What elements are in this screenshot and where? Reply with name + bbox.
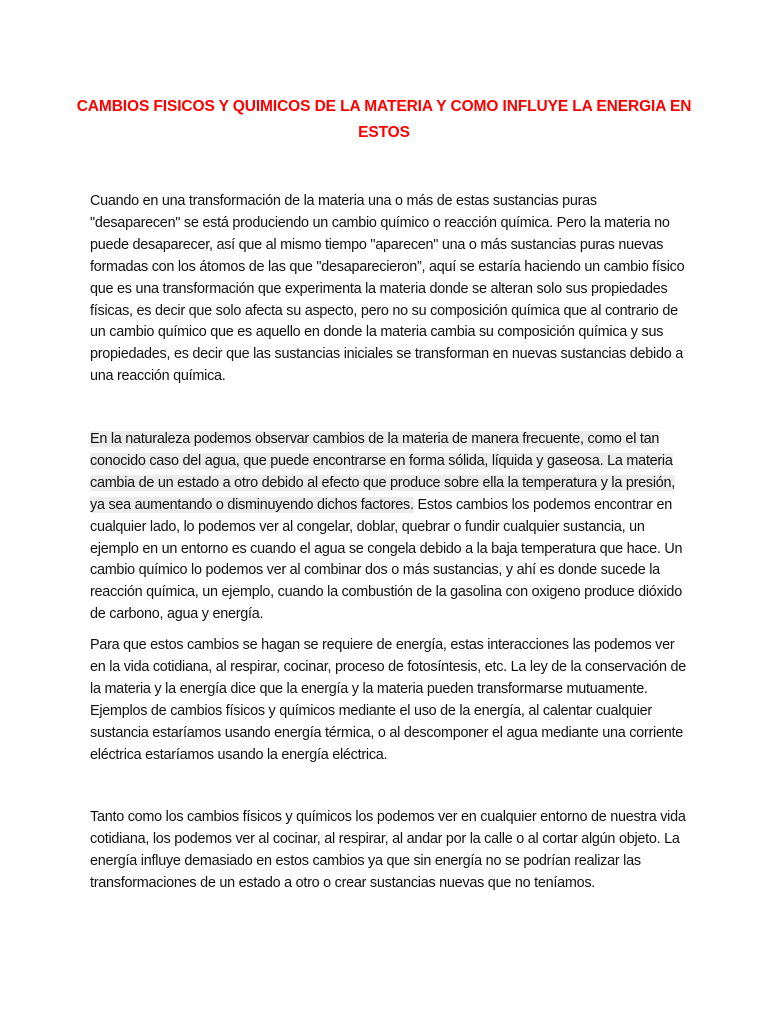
paragraph-4 (90, 807, 688, 895)
document-title: CAMBIOS FISICOS Y QUIMICOS DE LA MATERIA Y COMO INFLUYE LA ENERGIA EN ESTOS (76, 98, 692, 141)
paragraph-3-text: Para que estos cambios se hagan se requiere de energía, estas interacciones las podemos ver en la vida cotidiana, al respirar, cocinar, proceso de fotosíntesis, etc. La ley de la conservación de la materia y la energía dice que la energía y la materia pueden transformarse mutuamente. Ejemplos de cambios físicos y químicos mediante el uso de la energía, al calentar cualquier sustancia estaríamos usando energía térmica, o al descomponer el agua mediante una corriente eléctrica estaríamos usando la energía eléctrica. (90, 637, 687, 763)
highlighted-text: En la naturaleza podemos observar cambios de la materia de manera frecuente, como el tan conocido caso del agua, que puede encontrarse en forma sólida, líquida y gaseosa. La materia cambia de un estado a otro debido al efecto que produce sobre ella la temperatura y la presión, ya sea aumentando o disminuyendo dichos factores. (90, 431, 676, 513)
paragraph-1 (90, 191, 688, 388)
paragraph-3 (90, 635, 688, 766)
paragraph-1-text: Cuando en una transformación de la materia una o más de estas sustancias puras "desaparecen" se está produciendo un cambio químico o reacción química. Pero la materia no puede desaparecer, así que al mismo tiempo "aparecen" una o más sustancias puras nuevas formadas con los átomos de las que "desaparecieron”, aquí se estaría haciendo un cambio físico que es una transformación que experimenta la materia donde se alteran solo sus propiedades físicas, es decir que solo afecta su aspecto, pero no su composición química que al contrario de un cambio químico que es aquello en donde la materia cambia su composición química y sus propiedades, es decir que las sustancias iniciales se transforman en nuevas sustancias debido a una reacción química. (90, 193, 685, 385)
paragraph-2 (90, 429, 688, 626)
paragraph-2-text: Estos cambios los podemos encontrar en cualquier lado, lo podemos ver al congelar, doblar, quebrar o fundir cualquier sustancia, un ejemplo en un entorno es cuando el agua se congela debido a la baja temperatura que hace. Un cambio químico lo podemos ver al combinar dos o más sustancias, y ahí es donde sucede la reacción química, un ejemplo, cuando la combustión de la gasolina con oxigeno produce dióxido de carbono, agua y energía. (90, 496, 683, 623)
paragraph-4-text: Tanto como los cambios físicos y químicos los podemos ver en cualquier entorno de nuestra vida cotidiana, los podemos ver al cocinar, al respirar, al andar por la calle o al cortar algún objeto. La energía influye demasiado en estos cambios ya que sin energía no se podrían realizar las transformaciones de un estado a otro o crear sustancias nuevas que no teníamos. (90, 809, 686, 891)
